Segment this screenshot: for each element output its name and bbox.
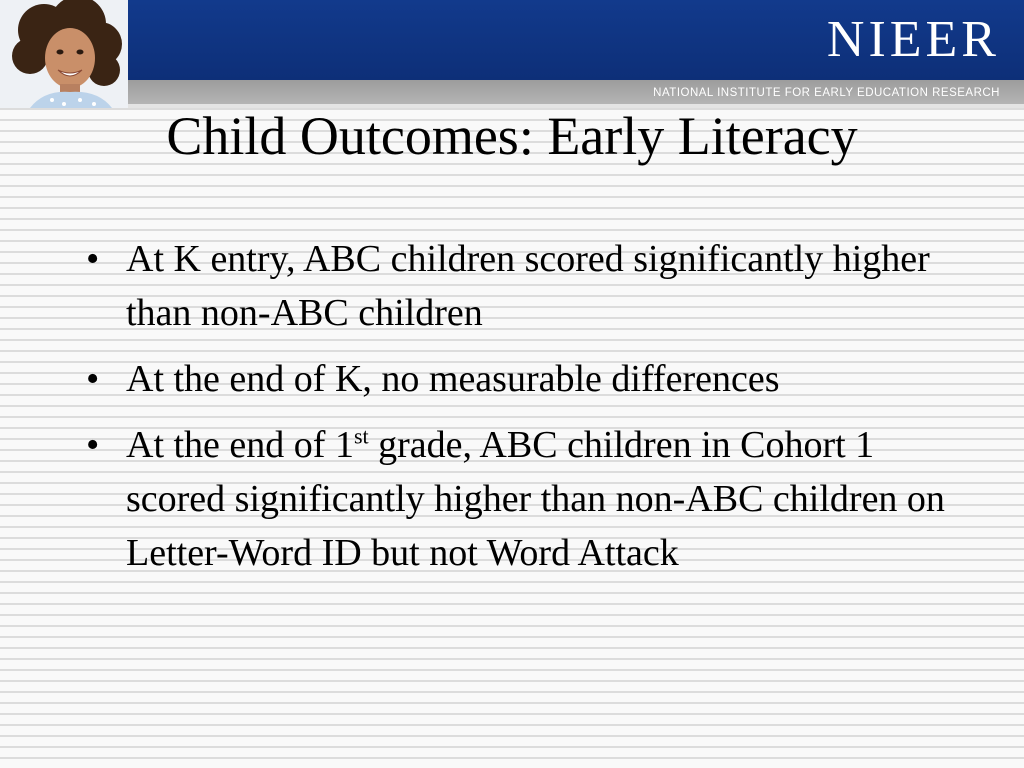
child-photo — [0, 0, 128, 108]
slide-title: Child Outcomes: Early Literacy — [166, 106, 858, 166]
bullet-item — [86, 352, 946, 406]
bullet-item — [86, 418, 946, 580]
bullet-icon: • — [86, 424, 100, 466]
bullet-icon: • — [86, 238, 100, 280]
bullet-list — [86, 232, 946, 592]
nieer-logo: NIEER — [826, 11, 1000, 68]
bullet-text: At the end of K, no measurable differences — [126, 358, 780, 400]
bullet-item — [86, 232, 946, 340]
bullet-text: At K entry, ABC children scored significantly higher than non-ABC children — [126, 238, 930, 334]
bullet-icon: • — [86, 358, 100, 400]
bullet-superscript: st — [353, 423, 369, 449]
bullet-text-end: grade, ABC children in Cohort 1 scored significantly higher than non-ABC children on Letter-Word ID but not Word Attack — [126, 424, 945, 574]
child-photo-illustration — [0, 0, 128, 108]
nieer-tagline: NATIONAL INSTITUTE FOR EARLY EDUCATION RESEARCH — [653, 87, 1000, 99]
bullet-text-start: At the end of 1 — [126, 424, 354, 466]
